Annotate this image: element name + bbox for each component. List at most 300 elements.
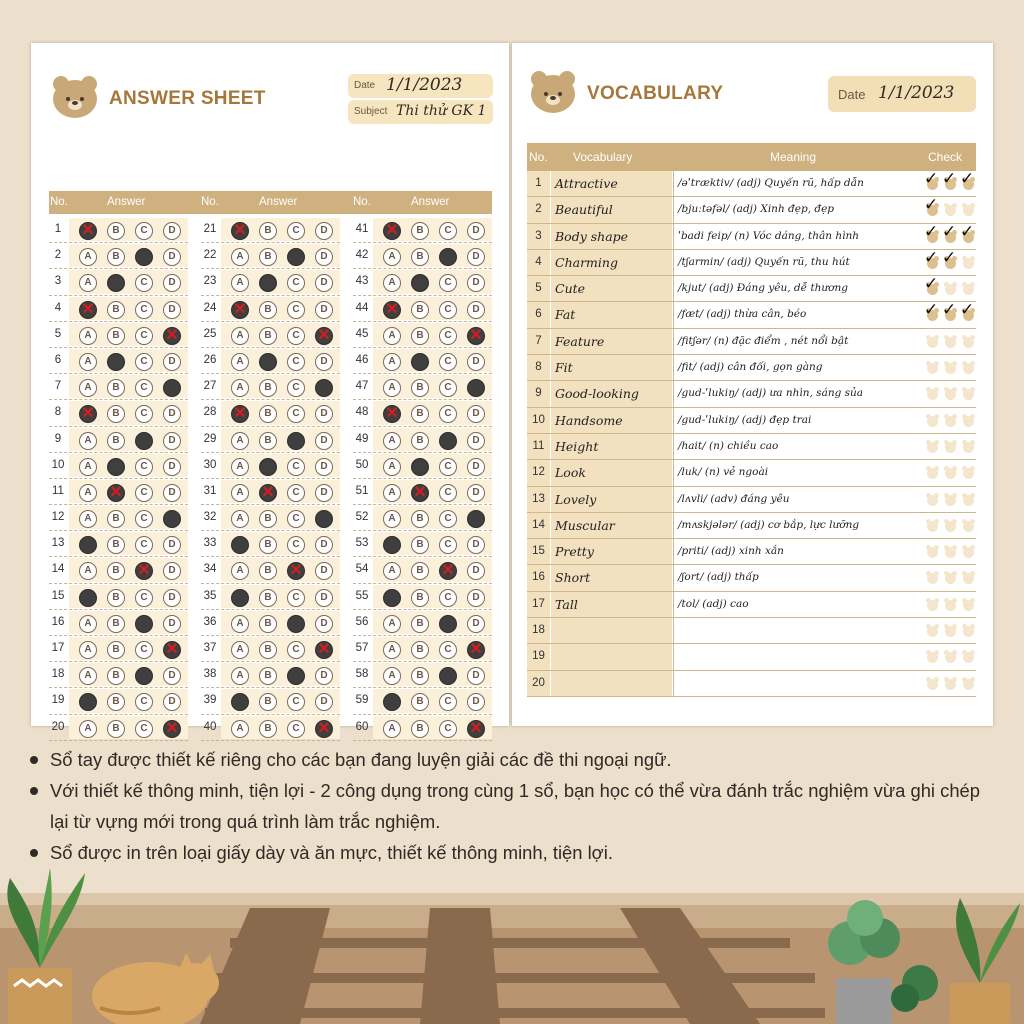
answer-bubble-c[interactable]: C — [135, 458, 153, 476]
answer-bubble-a[interactable]: ✕ — [383, 301, 401, 319]
vocabulary-meaning[interactable]: /mʌskjələr/ (adj) cơ bắp, lực lưỡng — [673, 513, 919, 538]
vocabulary-meaning[interactable]: /hait/ (n) chiều cao — [673, 434, 919, 459]
answer-bubble-b[interactable]: ✕ — [259, 484, 277, 502]
answer-bubble-a[interactable]: A — [79, 353, 97, 371]
vocabulary-word[interactable]: Body shape — [551, 224, 672, 249]
answer-bubble-d[interactable]: ✕ — [467, 327, 485, 345]
bear-check-icon[interactable] — [924, 221, 939, 243]
bear-check-icon[interactable] — [962, 519, 975, 532]
answer-bubble-d[interactable]: D — [467, 353, 485, 371]
answer-bubble-d[interactable]: D — [315, 667, 333, 685]
vocabulary-word[interactable]: Handsome — [551, 408, 672, 433]
answer-bubble-d[interactable]: D — [163, 301, 181, 319]
answer-bubble-d[interactable]: D — [467, 484, 485, 502]
vocabulary-word[interactable]: Fit — [551, 355, 672, 380]
answer-bubble-d[interactable]: D — [315, 248, 333, 266]
answer-bubble-a[interactable]: A — [79, 484, 97, 502]
answer-bubble-c[interactable]: C — [439, 536, 457, 554]
answer-bubble-d[interactable]: D — [315, 405, 333, 423]
vocabulary-meaning[interactable]: ˈbadi feip/ (n) Vóc dáng, thân hình — [673, 224, 919, 249]
answer-bubble-b[interactable]: B — [259, 379, 277, 397]
answer-bubble-b[interactable]: B — [411, 405, 429, 423]
answer-bubble-a[interactable]: A — [231, 536, 249, 554]
answer-bubble-b[interactable]: B — [107, 301, 125, 319]
bear-check-icon[interactable] — [944, 571, 957, 584]
answer-bubble-d[interactable]: D — [163, 274, 181, 292]
answer-bubble-a[interactable]: A — [383, 458, 401, 476]
answer-bubble-a[interactable]: A — [231, 562, 249, 580]
answer-bubble-d[interactable]: D — [467, 405, 485, 423]
answer-bubble-a[interactable]: A — [231, 510, 249, 528]
answer-bubble-c[interactable]: C — [135, 536, 153, 554]
answer-bubble-a[interactable]: A — [79, 562, 97, 580]
answer-bubble-d[interactable]: D — [163, 248, 181, 266]
answer-bubble-c[interactable]: C — [439, 301, 457, 319]
bear-check-icon[interactable] — [962, 335, 975, 348]
bear-check-icon[interactable] — [926, 387, 939, 400]
answer-bubble-a[interactable]: ✕ — [231, 301, 249, 319]
bear-check-icon[interactable] — [962, 571, 975, 584]
vocabulary-meaning[interactable] — [673, 671, 919, 696]
answer-bubble-a[interactable]: A — [79, 667, 97, 685]
vocabulary-word[interactable] — [551, 618, 672, 643]
answer-bubble-d[interactable]: ✕ — [467, 720, 485, 738]
answer-bubble-b[interactable]: B — [411, 327, 429, 345]
answer-bubble-a[interactable]: ✕ — [79, 222, 97, 240]
answer-bubble-a[interactable]: A — [383, 641, 401, 659]
answer-bubble-c[interactable]: C — [135, 589, 153, 607]
answer-bubble-b[interactable]: B — [107, 353, 125, 371]
answer-bubble-d[interactable]: D — [467, 379, 485, 397]
bear-check-icon[interactable] — [962, 203, 975, 216]
answer-bubble-d[interactable]: ✕ — [467, 641, 485, 659]
answer-bubble-b[interactable]: B — [259, 222, 277, 240]
answer-bubble-d[interactable]: D — [315, 510, 333, 528]
answer-bubble-d[interactable]: D — [163, 536, 181, 554]
answer-bubble-c[interactable]: C — [439, 615, 457, 633]
answer-bubble-c[interactable]: C — [439, 432, 457, 450]
vocabulary-meaning[interactable]: /əˈtræktiv/ (adj) Quyến rũ, hấp dẫn — [673, 171, 919, 196]
answer-bubble-c[interactable]: C — [287, 432, 305, 450]
answer-bubble-c[interactable]: C — [439, 458, 457, 476]
answer-bubble-c[interactable]: C — [287, 353, 305, 371]
answer-bubble-a[interactable]: A — [231, 432, 249, 450]
answer-bubble-b[interactable]: B — [107, 379, 125, 397]
vocabulary-word[interactable]: Cute — [551, 276, 672, 301]
answer-bubble-c[interactable]: C — [287, 484, 305, 502]
bear-check-icon[interactable] — [944, 282, 957, 295]
answer-bubble-a[interactable]: A — [231, 248, 249, 266]
bear-check-icon[interactable] — [962, 624, 975, 637]
bear-check-icon[interactable] — [962, 282, 975, 295]
answer-bubble-b[interactable]: B — [411, 720, 429, 738]
vocabulary-word[interactable]: Good-looking — [551, 381, 672, 406]
bear-check-icon[interactable] — [942, 221, 957, 243]
answer-bubble-b[interactable]: B — [411, 379, 429, 397]
answer-bubble-c[interactable]: C — [287, 458, 305, 476]
answer-bubble-a[interactable]: A — [231, 484, 249, 502]
answer-bubble-b[interactable]: B — [107, 615, 125, 633]
answer-bubble-a[interactable]: A — [79, 327, 97, 345]
answer-bubble-d[interactable]: ✕ — [315, 641, 333, 659]
answer-bubble-c[interactable]: ✕ — [135, 562, 153, 580]
answer-bubble-d[interactable]: D — [315, 432, 333, 450]
bear-check-icon[interactable] — [926, 519, 939, 532]
vocabulary-word[interactable]: Look — [551, 460, 672, 485]
answer-bubble-c[interactable]: C — [287, 510, 305, 528]
answer-bubble-c[interactable]: C — [135, 510, 153, 528]
vocabulary-word[interactable]: Attractive — [551, 171, 672, 196]
answer-bubble-b[interactable]: B — [259, 536, 277, 554]
answer-bubble-c[interactable]: C — [135, 353, 153, 371]
answer-bubble-b[interactable]: B — [411, 222, 429, 240]
answer-bubble-d[interactable]: D — [467, 458, 485, 476]
answer-bubble-c[interactable]: C — [439, 641, 457, 659]
answer-bubble-a[interactable]: A — [79, 432, 97, 450]
answer-bubble-b[interactable]: B — [411, 458, 429, 476]
answer-bubble-c[interactable]: C — [287, 405, 305, 423]
answer-bubble-c[interactable]: C — [135, 222, 153, 240]
vocabulary-meaning[interactable]: /kjut/ (adj) Đáng yêu, dễ thương — [673, 276, 919, 301]
answer-bubble-d[interactable]: D — [315, 301, 333, 319]
answer-bubble-d[interactable]: D — [315, 562, 333, 580]
answer-bubble-d[interactable]: D — [467, 274, 485, 292]
vocabulary-word[interactable]: Muscular — [551, 513, 672, 538]
answer-bubble-c[interactable]: C — [287, 222, 305, 240]
answer-bubble-d[interactable]: D — [467, 693, 485, 711]
answer-bubble-c[interactable]: C — [287, 327, 305, 345]
answer-bubble-b[interactable]: B — [259, 327, 277, 345]
vocabulary-word[interactable]: Lovely — [551, 487, 672, 512]
answer-bubble-a[interactable]: A — [231, 693, 249, 711]
answer-bubble-a[interactable]: A — [231, 641, 249, 659]
answer-bubble-c[interactable]: C — [439, 693, 457, 711]
vocabulary-meaning[interactable]: /ʃort/ (adj) thấp — [673, 565, 919, 590]
bear-check-icon[interactable] — [962, 493, 975, 506]
vocabulary-meaning[interactable] — [673, 644, 919, 669]
answer-bubble-a[interactable]: A — [383, 589, 401, 607]
answer-bubble-d[interactable]: ✕ — [315, 327, 333, 345]
bear-check-icon[interactable] — [962, 650, 975, 663]
bear-check-icon[interactable] — [942, 169, 957, 190]
answer-bubble-d[interactable]: D — [163, 693, 181, 711]
answer-bubble-a[interactable]: A — [383, 562, 401, 580]
answer-bubble-b[interactable]: B — [411, 248, 429, 266]
answer-bubble-c[interactable]: C — [439, 510, 457, 528]
answer-bubble-c[interactable]: C — [135, 641, 153, 659]
answer-bubble-b[interactable]: B — [259, 432, 277, 450]
answer-bubble-a[interactable]: ✕ — [383, 222, 401, 240]
answer-bubble-c[interactable]: C — [135, 405, 153, 423]
answer-bubble-b[interactable]: B — [107, 274, 125, 292]
bear-check-icon[interactable] — [962, 677, 975, 690]
answer-bubble-b[interactable]: B — [259, 274, 277, 292]
answer-bubble-a[interactable]: A — [383, 510, 401, 528]
vocabulary-word[interactable] — [551, 671, 672, 696]
answer-bubble-b[interactable]: B — [107, 562, 125, 580]
answer-bubble-b[interactable]: B — [107, 720, 125, 738]
bear-check-icon[interactable] — [944, 519, 957, 532]
answer-bubble-a[interactable]: A — [383, 720, 401, 738]
vocabulary-meaning[interactable]: /gud-ˈlukiŋ/ (adj) ưa nhìn, sáng sủa — [673, 381, 919, 406]
answer-bubble-d[interactable]: D — [467, 562, 485, 580]
bear-check-icon[interactable] — [944, 598, 957, 611]
answer-bubble-a[interactable]: A — [231, 327, 249, 345]
answer-bubble-d[interactable]: D — [467, 615, 485, 633]
vocabulary-meaning[interactable]: /fæt/ (adj) thừa cân, béo — [673, 302, 919, 327]
answer-bubble-a[interactable]: A — [383, 327, 401, 345]
answer-bubble-a[interactable]: A — [79, 641, 97, 659]
answer-bubble-b[interactable]: B — [411, 536, 429, 554]
bear-check-icon[interactable] — [926, 440, 939, 453]
answer-bubble-c[interactable]: C — [439, 248, 457, 266]
answer-bubble-d[interactable]: D — [163, 667, 181, 685]
answer-bubble-d[interactable]: D — [315, 222, 333, 240]
answer-bubble-a[interactable]: A — [383, 484, 401, 502]
answer-bubble-a[interactable]: A — [79, 510, 97, 528]
answer-bubble-a[interactable]: A — [383, 615, 401, 633]
answer-bubble-c[interactable]: C — [439, 589, 457, 607]
answer-bubble-b[interactable]: B — [259, 641, 277, 659]
answer-bubble-c[interactable]: ✕ — [439, 562, 457, 580]
bear-check-icon[interactable] — [926, 335, 939, 348]
answer-bubble-c[interactable]: C — [135, 667, 153, 685]
bear-check-icon[interactable] — [944, 545, 957, 558]
answer-bubble-a[interactable]: A — [383, 353, 401, 371]
answer-bubble-c[interactable]: C — [439, 353, 457, 371]
answer-bubble-a[interactable]: A — [231, 353, 249, 371]
bear-check-icon[interactable] — [942, 247, 957, 269]
answer-bubble-b[interactable]: B — [107, 536, 125, 554]
answer-bubble-c[interactable]: C — [287, 641, 305, 659]
answer-bubble-b[interactable]: B — [411, 301, 429, 319]
bear-check-icon[interactable] — [944, 624, 957, 637]
answer-bubble-a[interactable]: A — [231, 274, 249, 292]
answer-bubble-a[interactable]: ✕ — [231, 405, 249, 423]
answer-bubble-a[interactable]: A — [79, 693, 97, 711]
answer-bubble-c[interactable]: C — [287, 248, 305, 266]
answer-bubble-b[interactable]: B — [411, 667, 429, 685]
answer-bubble-b[interactable]: B — [411, 641, 429, 659]
answer-bubble-b[interactable]: B — [411, 432, 429, 450]
bear-check-icon[interactable] — [962, 256, 975, 269]
vocabulary-meaning[interactable]: /lʌvli/ (adv) đáng yêu — [673, 487, 919, 512]
answer-bubble-b[interactable]: B — [259, 562, 277, 580]
answer-bubble-b[interactable]: B — [259, 248, 277, 266]
answer-bubble-b[interactable]: B — [411, 274, 429, 292]
answer-bubble-a[interactable]: A — [383, 536, 401, 554]
answer-bubble-c[interactable]: C — [439, 222, 457, 240]
answer-bubble-d[interactable]: D — [467, 222, 485, 240]
vocabulary-word[interactable] — [551, 644, 672, 669]
bear-check-icon[interactable] — [944, 387, 957, 400]
bear-check-icon[interactable] — [926, 493, 939, 506]
answer-bubble-b[interactable]: B — [107, 641, 125, 659]
bear-check-icon[interactable] — [962, 545, 975, 558]
bear-check-icon[interactable] — [926, 598, 939, 611]
answer-bubble-c[interactable]: C — [287, 693, 305, 711]
answer-bubble-c[interactable]: C — [135, 248, 153, 266]
bear-check-icon[interactable] — [944, 466, 957, 479]
answer-bubble-a[interactable]: ✕ — [383, 405, 401, 423]
answer-bubble-b[interactable]: B — [107, 405, 125, 423]
bear-check-icon[interactable] — [924, 300, 939, 321]
answer-bubble-b[interactable]: B — [107, 667, 125, 685]
answer-bubble-d[interactable]: ✕ — [163, 641, 181, 659]
answer-bubble-c[interactable]: C — [287, 274, 305, 292]
answer-bubble-b[interactable]: B — [107, 327, 125, 345]
bear-check-icon[interactable] — [960, 221, 975, 243]
vocabulary-meaning[interactable]: /tol/ (adj) cao — [673, 592, 919, 617]
answer-bubble-a[interactable]: A — [231, 615, 249, 633]
answer-bubble-c[interactable]: C — [287, 536, 305, 554]
answer-bubble-b[interactable]: B — [107, 432, 125, 450]
vocabulary-meaning[interactable]: /tʃarmin/ (adj) Quyến rũ, thu hút — [673, 250, 919, 275]
vocabulary-meaning[interactable] — [673, 618, 919, 643]
bear-check-icon[interactable] — [944, 203, 957, 216]
vocabulary-meaning[interactable]: /bjuːtəfəl/ (adj) Xinh đẹp, đẹp — [673, 197, 919, 222]
answer-bubble-c[interactable]: C — [135, 432, 153, 450]
answer-bubble-b[interactable]: B — [411, 589, 429, 607]
bear-check-icon[interactable] — [924, 169, 939, 190]
answer-bubble-b[interactable]: B — [259, 353, 277, 371]
bear-check-icon[interactable] — [926, 545, 939, 558]
answer-bubble-a[interactable]: A — [231, 379, 249, 397]
vocabulary-word[interactable]: Beautiful — [551, 197, 672, 222]
vocabulary-meaning[interactable]: /priti/ (adj) xinh xắn — [673, 539, 919, 564]
bear-check-icon[interactable] — [944, 440, 957, 453]
bear-check-icon[interactable] — [926, 466, 939, 479]
answer-bubble-c[interactable]: C — [287, 667, 305, 685]
answer-bubble-c[interactable]: C — [135, 379, 153, 397]
bear-check-icon[interactable] — [924, 274, 939, 295]
answer-bubble-b[interactable]: B — [411, 615, 429, 633]
bear-check-icon[interactable] — [944, 650, 957, 663]
answer-bubble-a[interactable]: A — [231, 720, 249, 738]
answer-bubble-b[interactable]: B — [259, 301, 277, 319]
bear-check-icon[interactable] — [924, 247, 939, 269]
answer-bubble-d[interactable]: D — [315, 274, 333, 292]
answer-bubble-d[interactable]: D — [467, 248, 485, 266]
bear-check-icon[interactable] — [960, 300, 975, 321]
bear-check-icon[interactable] — [944, 414, 957, 427]
answer-bubble-c[interactable]: C — [439, 405, 457, 423]
answer-bubble-c[interactable]: C — [135, 484, 153, 502]
answer-bubble-d[interactable]: D — [163, 589, 181, 607]
answer-bubble-b[interactable]: B — [411, 353, 429, 371]
bear-check-icon[interactable] — [944, 361, 957, 374]
answer-bubble-b[interactable]: B — [411, 562, 429, 580]
answer-bubble-c[interactable]: C — [135, 327, 153, 345]
answer-bubble-c[interactable]: C — [439, 379, 457, 397]
answer-bubble-b[interactable]: B — [107, 510, 125, 528]
answer-bubble-d[interactable]: D — [163, 562, 181, 580]
answer-bubble-b[interactable]: B — [107, 693, 125, 711]
answer-bubble-b[interactable]: B — [259, 693, 277, 711]
answer-bubble-b[interactable]: B — [411, 693, 429, 711]
answer-bubble-d[interactable]: D — [163, 405, 181, 423]
answer-bubble-a[interactable]: A — [79, 458, 97, 476]
answer-bubble-d[interactable]: D — [163, 615, 181, 633]
answer-bubble-c[interactable]: ✕ — [287, 562, 305, 580]
answer-bubble-d[interactable]: D — [467, 301, 485, 319]
answer-bubble-a[interactable]: A — [79, 615, 97, 633]
answer-bubble-d[interactable]: D — [315, 458, 333, 476]
answer-bubble-b[interactable]: B — [259, 720, 277, 738]
vocabulary-word[interactable]: Pretty — [551, 539, 672, 564]
answer-bubble-d[interactable]: D — [467, 667, 485, 685]
answer-bubble-d[interactable]: D — [467, 589, 485, 607]
vocabulary-meaning[interactable]: /fitʃər/ (n) đặc điểm , nét nổi bật — [673, 329, 919, 354]
answer-bubble-d[interactable]: D — [467, 536, 485, 554]
answer-bubble-d[interactable]: D — [315, 379, 333, 397]
bear-check-icon[interactable] — [926, 361, 939, 374]
answer-bubble-c[interactable]: C — [287, 301, 305, 319]
answer-bubble-b[interactable]: B — [259, 667, 277, 685]
answer-bubble-c[interactable]: C — [135, 720, 153, 738]
answer-bubble-b[interactable]: B — [107, 458, 125, 476]
vocabulary-word[interactable]: Short — [551, 565, 672, 590]
answer-bubble-d[interactable]: D — [163, 222, 181, 240]
answer-bubble-a[interactable]: ✕ — [231, 222, 249, 240]
answer-bubble-b[interactable]: B — [259, 458, 277, 476]
answer-bubble-a[interactable]: A — [79, 379, 97, 397]
answer-bubble-c[interactable]: C — [135, 693, 153, 711]
answer-bubble-d[interactable]: D — [163, 432, 181, 450]
bear-check-icon[interactable] — [962, 598, 975, 611]
vocabulary-word[interactable]: Height — [551, 434, 672, 459]
answer-bubble-a[interactable]: ✕ — [79, 405, 97, 423]
bear-check-icon[interactable] — [960, 169, 975, 190]
bear-check-icon[interactable] — [926, 677, 939, 690]
vocabulary-word[interactable]: Tall — [551, 592, 672, 617]
answer-bubble-a[interactable]: A — [79, 274, 97, 292]
answer-bubble-b[interactable]: B — [259, 510, 277, 528]
answer-bubble-a[interactable]: A — [383, 274, 401, 292]
answer-bubble-d[interactable]: D — [467, 510, 485, 528]
answer-bubble-d[interactable]: ✕ — [163, 720, 181, 738]
bear-check-icon[interactable] — [926, 624, 939, 637]
answer-bubble-b[interactable]: B — [259, 405, 277, 423]
answer-bubble-d[interactable]: D — [163, 484, 181, 502]
answer-bubble-b[interactable]: B — [107, 589, 125, 607]
answer-bubble-c[interactable]: C — [287, 720, 305, 738]
bear-check-icon[interactable] — [962, 387, 975, 400]
answer-bubble-b[interactable]: B — [107, 222, 125, 240]
vocabulary-word[interactable]: Charming — [551, 250, 672, 275]
answer-bubble-c[interactable]: C — [135, 615, 153, 633]
answer-bubble-d[interactable]: D — [163, 510, 181, 528]
answer-bubble-a[interactable]: ✕ — [79, 301, 97, 319]
answer-bubble-b[interactable]: ✕ — [107, 484, 125, 502]
answer-bubble-d[interactable]: D — [315, 536, 333, 554]
answer-bubble-b[interactable]: B — [259, 615, 277, 633]
vocabulary-meaning[interactable]: /fit/ (adj) cân đối, gọn gàng — [673, 355, 919, 380]
vocabulary-word[interactable]: Fat — [551, 302, 672, 327]
answer-bubble-b[interactable]: B — [411, 510, 429, 528]
bear-check-icon[interactable] — [962, 361, 975, 374]
answer-bubble-a[interactable]: A — [383, 693, 401, 711]
answer-bubble-d[interactable]: D — [315, 353, 333, 371]
answer-bubble-d[interactable]: D — [467, 432, 485, 450]
answer-bubble-a[interactable]: A — [383, 379, 401, 397]
answer-bubble-a[interactable]: A — [383, 248, 401, 266]
answer-bubble-c[interactable]: C — [287, 379, 305, 397]
answer-bubble-d[interactable]: D — [163, 379, 181, 397]
answer-bubble-b[interactable]: B — [259, 589, 277, 607]
answer-bubble-a[interactable]: A — [231, 458, 249, 476]
bear-check-icon[interactable] — [926, 650, 939, 663]
